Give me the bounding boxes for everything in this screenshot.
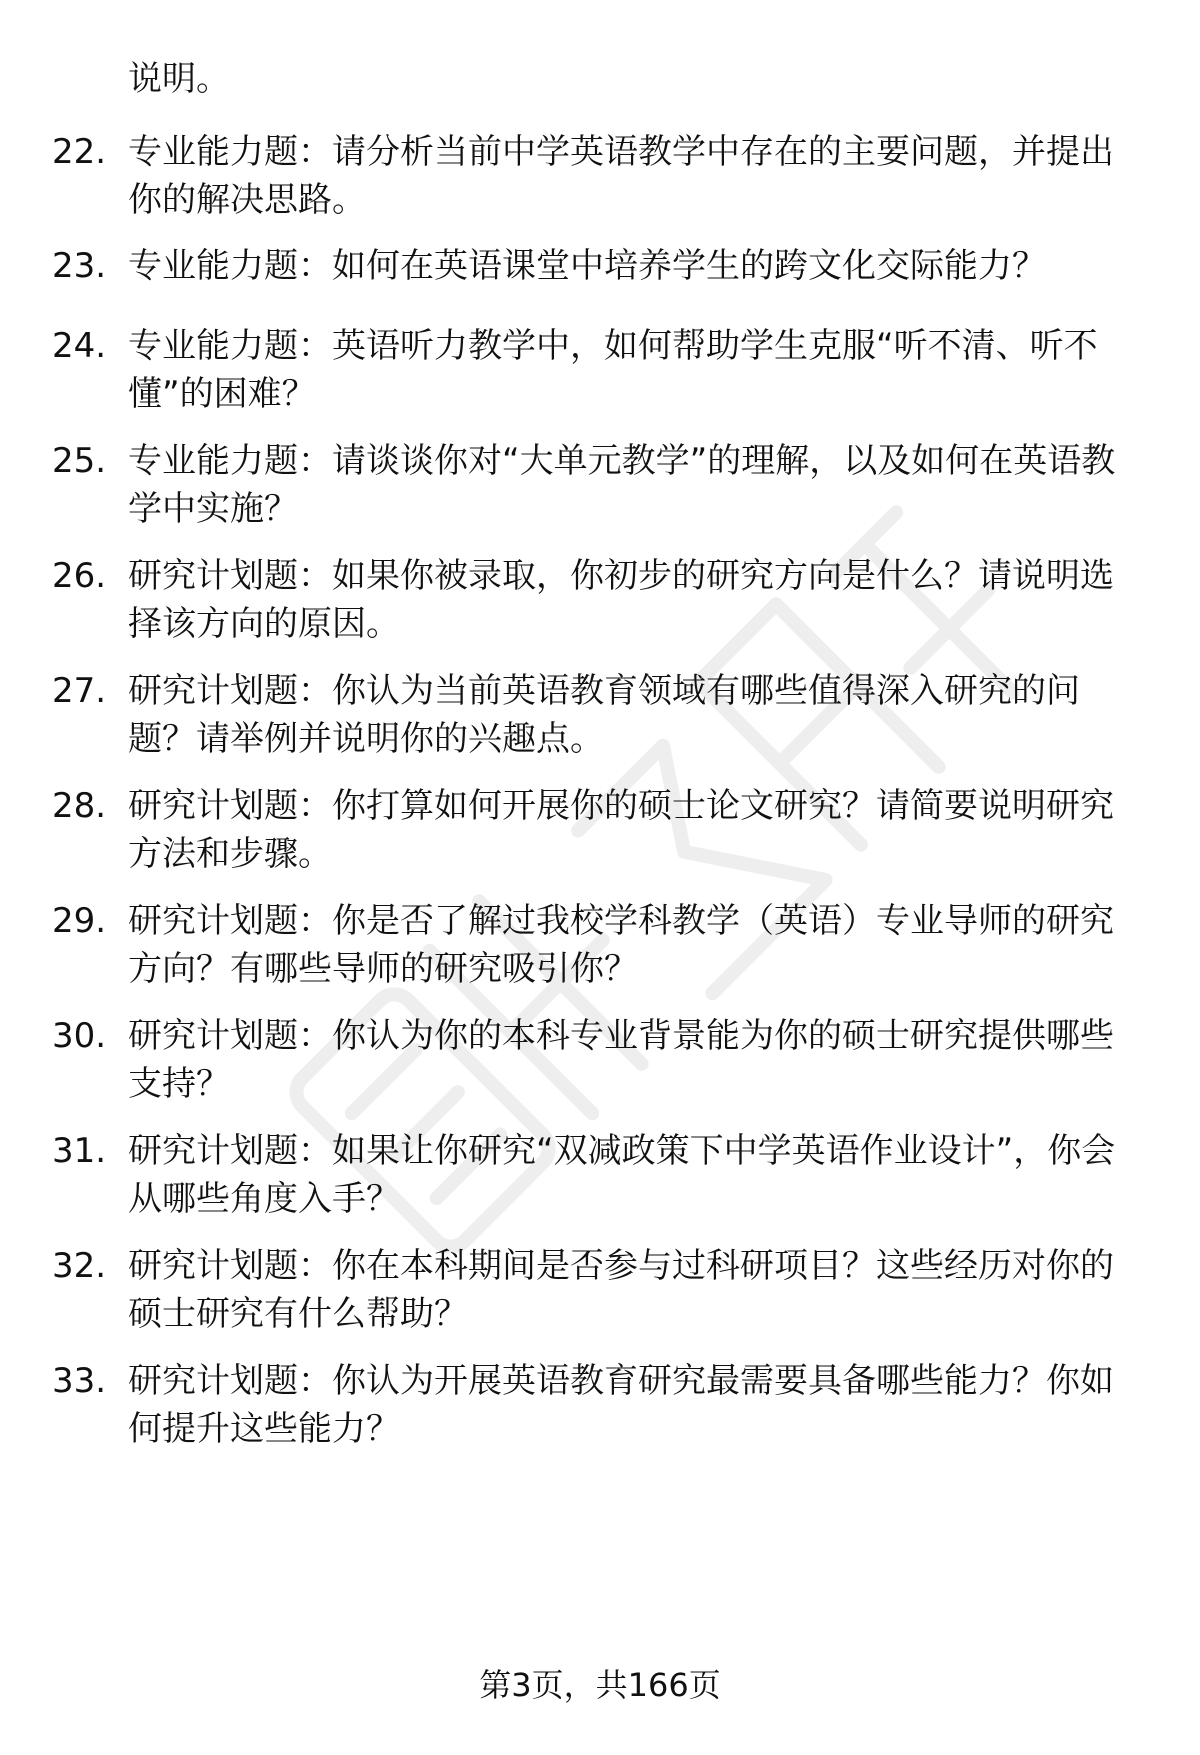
question-number: 24.	[52, 326, 107, 366]
question-text: 研究计划题：你认为当前英语教育领域有哪些值得深入研究的问题？请举例并说明你的兴趣点。	[128, 671, 1080, 759]
question-text: 研究计划题：如果让你研究“双减政策下中学英语作业设计”，你会从哪些角度入手？	[128, 1131, 1116, 1219]
question-number: 25.	[52, 441, 107, 481]
question-number: 22.	[52, 132, 107, 172]
question-text: 研究计划题：你在本科期间是否参与过科研项目？这些经历对你的硕士研究有什么帮助？	[128, 1246, 1114, 1334]
question-text: 专业能力题：英语听力教学中，如何帮助学生克服“听不清、听不懂”的困难？	[128, 326, 1098, 414]
question-continuation: 说明。	[128, 59, 230, 99]
question-text: 研究计划题：你是否了解过我校学科教学（英语）专业导师的研究方向？有哪些导师的研究吸引你？	[128, 901, 1114, 989]
question-number: 33.	[52, 1361, 107, 1401]
question-number: 28.	[52, 786, 107, 826]
page-footer: 第3页，共166页	[479, 1666, 721, 1704]
question-text: 研究计划题：你认为开展英语教育研究最需要具备哪些能力？你如何提升这些能力？	[128, 1361, 1114, 1449]
question-number: 23.	[52, 246, 107, 286]
question-number: 26.	[52, 556, 107, 596]
question-number: 31.	[52, 1131, 107, 1171]
question-number: 27.	[52, 671, 107, 711]
question-text: 专业能力题：请谈谈你对“大单元教学”的理解，以及如何在英语教学中实施？	[128, 441, 1116, 529]
question-text: 研究计划题：你认为你的本科专业背景能为你的硕士研究提供哪些支持？	[128, 1016, 1114, 1104]
question-text: 研究计划题：你打算如何开展你的硕士论文研究？请简要说明研究方法和步骤。	[128, 786, 1114, 874]
question-text: 专业能力题：如何在英语课堂中培养学生的跨文化交际能力？	[128, 246, 1046, 286]
question-number: 32.	[52, 1246, 107, 1286]
question-text: 专业能力题：请分析当前中学英语教学中存在的主要问题，并提出你的解决思路。	[128, 132, 1114, 220]
question-number: 30.	[52, 1016, 107, 1056]
question-text: 研究计划题：如果你被录取，你初步的研究方向是什么？请说明选择该方向的原因。	[128, 556, 1114, 644]
question-number: 29.	[52, 901, 107, 941]
